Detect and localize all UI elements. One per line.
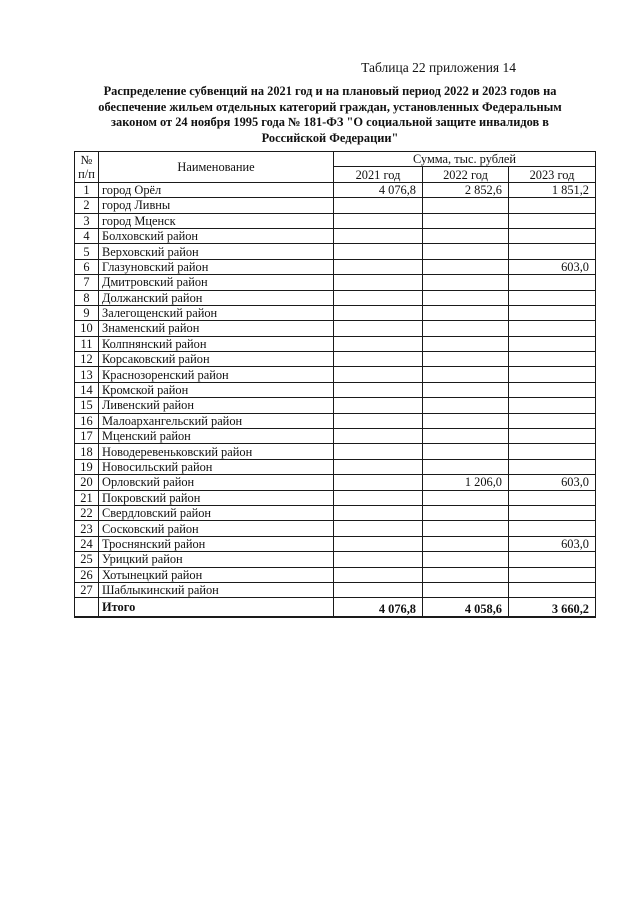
table-row [75,444,596,459]
row-value-2023 [509,413,596,428]
row-value-2023 [509,321,596,336]
row-value-2021 [334,490,423,505]
row-number: 13 [75,367,99,382]
row-value-2022: 1 206,0 [423,475,509,490]
row-value-2021 [334,290,423,305]
table-row [75,182,596,197]
row-value-2023: 603,0 [509,259,596,274]
row-number: 12 [75,352,99,367]
total-2022: 4 058,6 [423,598,509,617]
row-number: 11 [75,336,99,351]
row-value-2022 [423,259,509,274]
row-value-2021 [334,244,423,259]
row-value-2021 [334,413,423,428]
row-number: 16 [75,413,99,428]
row-value-2022 [423,275,509,290]
table-row [75,382,596,397]
row-number: 23 [75,521,99,536]
table-row [75,259,596,274]
header-num: № п/п [75,152,99,183]
total-2023: 3 660,2 [509,598,596,617]
row-number: 10 [75,321,99,336]
table-row [75,505,596,520]
row-value-2023 [509,244,596,259]
table-row [75,290,596,305]
row-number: 26 [75,567,99,582]
row-value-2023 [509,275,596,290]
table-row [75,552,596,567]
total-2021: 4 076,8 [334,598,423,617]
row-value-2022: 2 852,6 [423,182,509,197]
row-value-2022 [423,228,509,243]
table-row [75,213,596,228]
row-value-2022 [423,490,509,505]
row-name: Залегощенский район [99,305,334,320]
row-number: 17 [75,429,99,444]
row-value-2023 [509,444,596,459]
row-value-2022 [423,305,509,320]
row-value-2022 [423,459,509,474]
table-row [75,321,596,336]
row-value-2021 [334,305,423,320]
table-row [75,367,596,382]
row-value-2021 [334,228,423,243]
row-value-2023 [509,305,596,320]
row-value-2023 [509,382,596,397]
row-value-2022 [423,429,509,444]
table-row [75,582,596,597]
row-value-2023 [509,228,596,243]
table-row [75,398,596,413]
row-name: Болховский район [99,228,334,243]
row-number: 19 [75,459,99,474]
row-name: Свердловский район [99,505,334,520]
row-value-2021 [334,198,423,213]
row-number: 9 [75,305,99,320]
row-number: 18 [75,444,99,459]
row-value-2023: 603,0 [509,475,596,490]
row-name: Колпнянский район [99,336,334,351]
row-value-2023 [509,352,596,367]
subventions-table [74,151,596,618]
row-value-2023 [509,290,596,305]
row-value-2021 [334,536,423,551]
row-value-2021 [334,213,423,228]
row-number: 2 [75,198,99,213]
document-title: Распределение субвенций на 2021 год и на плановый период 2022 и 2023 годов на обеспечение жильем отдельных категорий граждан, установленных Федеральным законом от 24 ноября 1995 года № 181-ФЗ "О социальной защите инвалидов в Российской Федерации" [98,84,562,145]
table-row [75,521,596,536]
row-number: 24 [75,536,99,551]
row-number: 5 [75,244,99,259]
row-name: Новосильский район [99,459,334,474]
row-value-2021: 4 076,8 [334,182,423,197]
row-name: Малоархангельский район [99,413,334,428]
row-name: Краснозоренский район [99,367,334,382]
row-value-2023 [509,398,596,413]
table-row [75,228,596,243]
row-name: Орловский район [99,475,334,490]
row-value-2022 [423,290,509,305]
table-row [75,567,596,582]
row-name: Сосковский район [99,521,334,536]
header-name: Наименование [99,152,334,183]
row-number: 27 [75,582,99,597]
row-number: 21 [75,490,99,505]
total-row [75,598,596,617]
row-value-2023 [509,336,596,351]
row-value-2023 [509,552,596,567]
row-name: Шаблыкинский район [99,582,334,597]
row-number: 14 [75,382,99,397]
row-number: 20 [75,475,99,490]
row-value-2021 [334,505,423,520]
row-value-2021 [334,336,423,351]
row-value-2021 [334,582,423,597]
table-row [75,413,596,428]
row-number: 4 [75,228,99,243]
row-number: 1 [75,182,99,197]
row-value-2023 [509,521,596,536]
row-number: 22 [75,505,99,520]
row-value-2023 [509,582,596,597]
header-year-2022: 2022 год [423,167,509,182]
header-sum: Сумма, тыс. рублей [334,152,596,167]
total-num-cell [75,598,99,617]
row-value-2022 [423,336,509,351]
header-year-2023: 2023 год [509,167,596,182]
row-name: Глазуновский район [99,259,334,274]
table-row [75,305,596,320]
table-body [75,182,596,598]
table-caption: Таблица 22 приложения 14 [361,60,516,75]
row-value-2023: 603,0 [509,536,596,551]
row-name: Урицкий район [99,552,334,567]
row-value-2022 [423,521,509,536]
row-name: Кромской район [99,382,334,397]
row-value-2021 [334,321,423,336]
row-value-2021 [334,521,423,536]
row-name: Знаменский район [99,321,334,336]
table-row [75,490,596,505]
row-value-2021 [334,367,423,382]
row-value-2023 [509,213,596,228]
row-value-2022 [423,213,509,228]
row-value-2023 [509,567,596,582]
table-row [75,475,596,490]
row-name: Ливенский район [99,398,334,413]
row-value-2022 [423,398,509,413]
row-value-2022 [423,444,509,459]
row-value-2022 [423,413,509,428]
row-name: Должанский район [99,290,334,305]
row-value-2023 [509,505,596,520]
row-value-2021 [334,398,423,413]
row-name: город Мценск [99,213,334,228]
total-label: Итого [99,598,334,617]
row-name: Покровский район [99,490,334,505]
row-value-2023 [509,429,596,444]
row-value-2022 [423,244,509,259]
row-value-2022 [423,198,509,213]
row-value-2023: 1 851,2 [509,182,596,197]
row-value-2022 [423,582,509,597]
row-value-2022 [423,367,509,382]
row-value-2022 [423,505,509,520]
row-value-2021 [334,475,423,490]
table-row [75,244,596,259]
row-number: 7 [75,275,99,290]
row-value-2021 [334,567,423,582]
row-value-2022 [423,567,509,582]
row-number: 25 [75,552,99,567]
row-name: город Ливны [99,198,334,213]
row-value-2023 [509,490,596,505]
row-number: 6 [75,259,99,274]
row-name: Дмитровский район [99,275,334,290]
row-name: Мценский район [99,429,334,444]
row-value-2021 [334,352,423,367]
row-value-2023 [509,198,596,213]
header-year-2021: 2021 год [334,167,423,182]
row-value-2021 [334,459,423,474]
row-value-2021 [334,259,423,274]
table-row [75,429,596,444]
table-row [75,352,596,367]
row-value-2022 [423,321,509,336]
table-row [75,275,596,290]
row-name: город Орёл [99,182,334,197]
row-value-2022 [423,552,509,567]
row-number: 15 [75,398,99,413]
row-value-2022 [423,382,509,397]
row-name: Корсаковский район [99,352,334,367]
table-row [75,198,596,213]
row-value-2023 [509,367,596,382]
table-row [75,336,596,351]
row-name: Хотынецкий район [99,567,334,582]
row-value-2021 [334,429,423,444]
row-value-2023 [509,459,596,474]
row-value-2021 [334,552,423,567]
row-value-2021 [334,382,423,397]
row-name: Троснянский район [99,536,334,551]
table-row [75,536,596,551]
table-row [75,459,596,474]
row-number: 8 [75,290,99,305]
row-value-2022 [423,352,509,367]
row-value-2021 [334,444,423,459]
row-name: Новодеревеньковский район [99,444,334,459]
row-value-2022 [423,536,509,551]
row-value-2021 [334,275,423,290]
row-name: Верховский район [99,244,334,259]
row-number: 3 [75,213,99,228]
